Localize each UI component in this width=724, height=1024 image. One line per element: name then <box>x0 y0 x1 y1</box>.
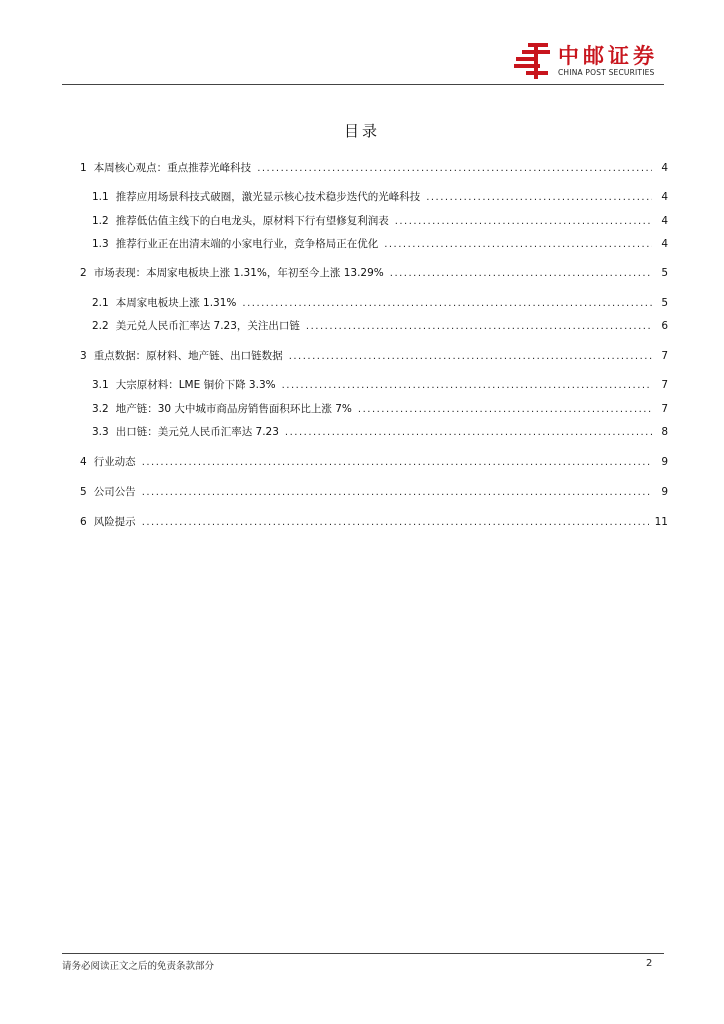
toc-entry-page: 7 <box>661 379 668 391</box>
toc-entry-number: 3 <box>80 350 87 362</box>
toc-leader-dots <box>142 515 649 531</box>
toc-entry-title: 地产链：30 大中城市商品房销售面积环比上涨 7% <box>115 403 352 415</box>
toc-entry[interactable] <box>92 401 668 417</box>
toc-entry-title: 公司公告 <box>93 486 136 498</box>
toc-leader-dots <box>426 190 652 206</box>
toc-entry-page: 9 <box>661 456 668 468</box>
toc-leader-dots <box>306 319 652 335</box>
toc-entry-page: 9 <box>661 486 668 498</box>
toc-entry-title: 风险提示 <box>93 516 136 528</box>
toc-entry-number: 1.2 <box>92 215 109 227</box>
china-post-logo-icon <box>514 43 554 79</box>
toc-leader-dots <box>390 266 652 282</box>
brand-name-en: CHINA POST SECURITIES <box>558 68 655 77</box>
brand-name-cn: 中邮证券 <box>558 44 658 68</box>
toc-leader-dots <box>358 402 652 418</box>
toc-entry[interactable] <box>92 295 668 311</box>
toc-entry[interactable] <box>92 189 668 205</box>
toc-entry-number: 2 <box>80 267 87 279</box>
toc-entry-number: 1.3 <box>92 238 109 250</box>
toc-entry-title: 市场表现：本周家电板块上涨 1.31%，年初至今上涨 13.29% <box>93 267 384 279</box>
toc-entry-number: 5 <box>80 486 87 498</box>
toc-entry-number: 3.2 <box>92 403 109 415</box>
toc-entry-title: 本周家电板块上涨 1.31% <box>115 297 237 309</box>
footer-disclaimer: 请务必阅读正文之后的免责条款部分 <box>62 961 215 972</box>
toc-entry-number: 3.1 <box>92 379 109 391</box>
toc-entry[interactable] <box>92 213 668 229</box>
toc-entry[interactable] <box>80 265 668 281</box>
toc-entry[interactable] <box>80 454 668 470</box>
toc-entry-page: 4 <box>661 238 668 250</box>
toc-entry-page: 4 <box>661 191 668 203</box>
toc-entry-number: 2.2 <box>92 320 109 332</box>
toc-entry-page: 6 <box>661 320 668 332</box>
footer-divider <box>62 953 664 954</box>
toc-entry-number: 1.1 <box>92 191 109 203</box>
toc-entry-page: 7 <box>661 350 668 362</box>
toc-leader-dots <box>285 425 652 441</box>
toc-entry[interactable] <box>92 424 668 440</box>
toc-entry-number: 1 <box>80 162 87 174</box>
toc-entry[interactable] <box>92 377 668 393</box>
toc-entry-title: 本周核心观点：重点推荐光峰科技 <box>93 162 252 174</box>
toc-entry-title: 美元兑人民币汇率达 7.23，关注出口链 <box>115 320 300 332</box>
toc-entry[interactable] <box>80 484 668 500</box>
toc-entry-title: 推荐低估值主线下的白电龙头，原材料下行有望修复利润表 <box>115 215 389 227</box>
toc-entry[interactable] <box>80 348 668 364</box>
toc-leader-dots <box>282 378 652 394</box>
toc-entry-page: 7 <box>661 403 668 415</box>
toc-title: 目录 <box>343 122 380 140</box>
toc-entry-title: 推荐行业正在出清末端的小家电行业，竞争格局正在优化 <box>115 238 379 250</box>
toc-entry[interactable] <box>92 236 668 252</box>
toc-leader-dots <box>384 237 652 253</box>
toc-leader-dots <box>289 349 652 365</box>
toc-leader-dots <box>142 455 652 471</box>
toc-entry-page: 5 <box>661 297 668 309</box>
toc-entry-number: 2.1 <box>92 297 109 309</box>
page-number: 2 <box>646 958 653 969</box>
toc-entry-title: 推荐应用场景科技式破圈，激光显示核心技术稳步迭代的光峰科技 <box>115 191 421 203</box>
toc-leader-dots <box>395 214 652 230</box>
toc-entry-title: 大宗原材料：LME 铜价下降 3.3% <box>115 379 276 391</box>
toc-entry-title: 出口链：美元兑人民币汇率达 7.23 <box>115 426 279 438</box>
toc-entry-page: 5 <box>661 267 668 279</box>
toc-entry-number: 4 <box>80 456 87 468</box>
toc-entry[interactable] <box>80 514 668 530</box>
toc-entry-title: 行业动态 <box>93 456 136 468</box>
toc-entry-page: 8 <box>661 426 668 438</box>
toc-entry[interactable] <box>92 318 668 334</box>
toc-entry-number: 3.3 <box>92 426 109 438</box>
toc-entry-page: 4 <box>661 162 668 174</box>
toc-entry-page: 4 <box>661 215 668 227</box>
toc-entry[interactable] <box>80 160 668 176</box>
toc-leader-dots <box>242 296 652 312</box>
toc-entry-page: 11 <box>654 516 668 528</box>
toc-entry-number: 6 <box>80 516 87 528</box>
header-divider <box>62 84 664 85</box>
toc-entry-title: 重点数据：原材料、地产链、出口链数据 <box>93 350 283 362</box>
toc-leader-dots <box>142 485 652 501</box>
toc-leader-dots <box>257 161 652 177</box>
